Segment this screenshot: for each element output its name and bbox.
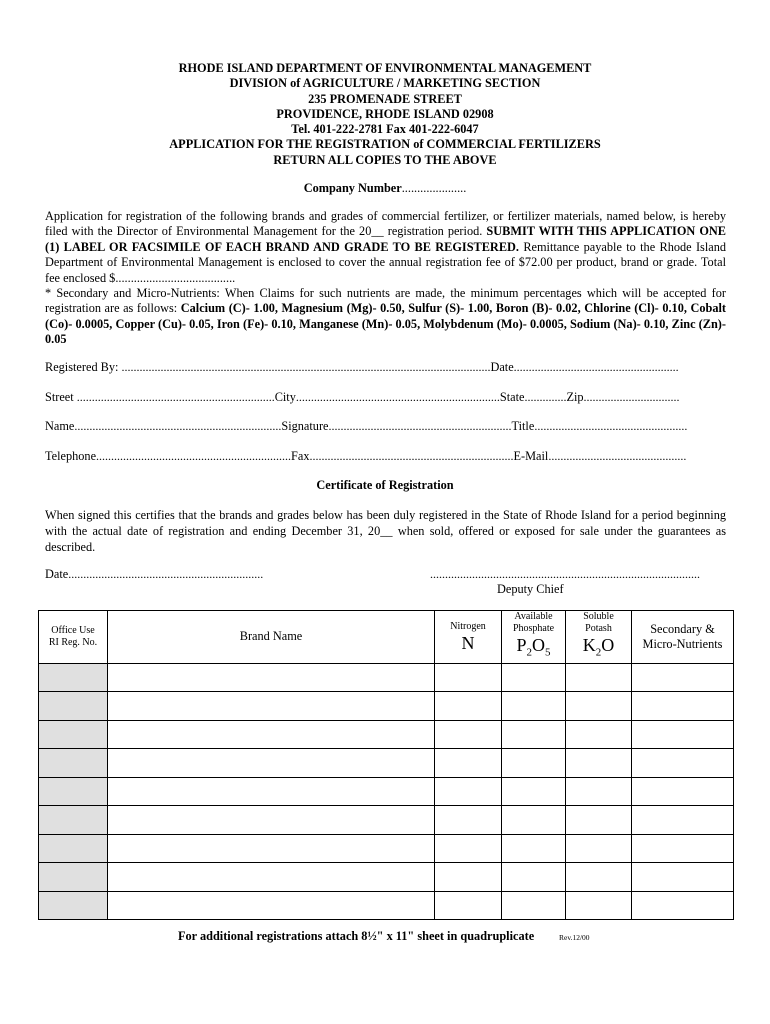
certificate-title: Certificate of Registration [316,478,454,492]
fax-field[interactable]: .................................................................... [309,449,514,463]
header-phone: Tel. 401-222-2781 Fax 401-222-6047 [291,122,479,137]
email-field[interactable]: .............................................. [548,449,687,463]
table-header-row [39,611,734,664]
address-line [45,390,726,405]
city-field[interactable]: .................................................................... [295,390,500,404]
brand-name-cell[interactable] [108,806,435,835]
registered-by-line [45,360,726,375]
nitrogen-symbol: N [461,632,475,653]
office-use-cell [39,834,108,863]
registered-by-label: Registered By: [45,360,119,374]
nitrogen-cell[interactable] [435,891,502,920]
micro-nutrients-cell[interactable] [632,891,734,920]
micro-nutrient-values: Calcium (C)- 1.00, Magnesium (Mg)- 0.50, Sulfur (S)- 1.00, Boron (B)- 0.02, Chlorine (Cl)- 0.10, Cobalt (Co)- 0.0005, Copper (Cu)- 0.05, Iron (Fe)- 0.10, Manganese (Mn)- 0.05, Molybdenum (Mo)- 0.0005, Sodium (Na)- 0.10, Zinc (Zn)- 0.05 [45,301,726,347]
brand-name-cell[interactable] [108,863,435,892]
phosphate-cell[interactable] [502,891,566,920]
state-label: State [499,390,525,404]
potash-cell[interactable] [566,806,632,835]
brand-name-cell[interactable] [108,663,435,692]
brand-name-cell[interactable] [108,891,435,920]
micro-nutrients-cell[interactable] [632,834,734,863]
nitrogen-label: Nitrogen [450,620,486,632]
office-use-label: Office Use [51,624,95,636]
header-return-note: RETURN ALL COPIES TO THE ABOVE [273,152,497,167]
micro-nutrients-cell[interactable] [632,749,734,778]
potash-cell[interactable] [566,692,632,721]
state-field[interactable]: .............. [524,390,567,404]
micro-nutrients-cell[interactable] [632,806,734,835]
table-row [39,720,734,749]
phosphate-cell[interactable] [502,663,566,692]
certificate-text: When signed this certifies that the brands and grades below has been duly registered in the State of Rhode Island for a period beginning with the actual date of registration and ending December 31, 20__ when sold, offered or exposed for sale under the guarantees as described. [45,508,726,554]
deputy-chief-label: Deputy Chief [497,582,564,596]
signature-label: Signature [281,419,329,433]
email-label: E-Mail [513,449,549,463]
micro-nutrients-header [632,611,734,664]
street-field[interactable]: .................................................................. [73,390,275,404]
nitrogen-cell[interactable] [435,834,502,863]
table-row [39,891,734,920]
brand-name-cell[interactable] [108,749,435,778]
potash-cell[interactable] [566,663,632,692]
title-label: Title [511,419,535,433]
name-field[interactable]: ..................................................................... [74,419,282,433]
date-field[interactable]: ....................................................... [513,360,679,374]
footer-note: For additional registrations attach 8½" x 11" sheet in quadruplicate [178,929,535,943]
office-use-cell [39,863,108,892]
micro-nutrient-note: * Secondary and Micro-Nutrients: When Claims for such nutrients are made, the minimum percentages which will be accepted for registration are as follows: [45,286,726,316]
nitrogen-cell[interactable] [435,692,502,721]
micro-nutrients-cell[interactable] [632,692,734,721]
header-department: RHODE ISLAND DEPARTMENT OF ENVIRONMENTAL MANAGEMENT [178,61,592,75]
header-street: 235 PROMENADE STREET [308,91,462,106]
phosphate-header [502,611,566,664]
table-row [39,749,734,778]
table-row [39,692,734,721]
micro-nutrients-cell[interactable] [632,720,734,749]
brand-name-header: Brand Name [108,611,435,664]
office-use-cell [39,806,108,835]
phosphate-cell[interactable] [502,720,566,749]
registration-table [38,610,734,920]
office-use-cell [39,720,108,749]
phosphate-cell[interactable] [502,806,566,835]
secondary-label: Secondary & [650,621,715,636]
nitrogen-cell[interactable] [435,749,502,778]
phosphate-cell[interactable] [502,834,566,863]
zip-label: Zip [566,390,584,404]
potash-label: Potash [585,623,612,634]
header-division: DIVISION of AGRICULTURE / MARKETING SECTION [229,76,541,91]
header-city: PROVIDENCE, RHODE ISLAND 02908 [276,106,494,121]
intro-paragraph [45,209,726,348]
micro-nutrients-cell[interactable] [632,663,734,692]
intro-fee-text: Remittance payable to the Rhode Island Department of Environmental Management is enclosed to cover the annual registration fee of $72.00 per product, brand or grade. Total fee enclosed $....................................... [45,239,726,285]
potash-cell[interactable] [566,863,632,892]
header-form-title: APPLICATION FOR THE REGISTRATION of COMMERCIAL FERTILIZERS [169,137,601,152]
revision-label: Rev.12/00 [559,933,590,942]
office-use-cell [39,692,108,721]
contact-line [45,449,726,464]
table-row [39,863,734,892]
phosphate-label: Phosphate [512,623,555,634]
intro-submit-note: SUBMIT WITH THIS APPLICATION ONE (1) LABEL OR FACSIMILE OF EACH BRAND AND GRADE TO BE REGISTERED. [45,224,727,254]
office-use-cell [39,663,108,692]
potash-header [566,611,632,664]
certificate-date-line [45,567,263,582]
office-use-cell [39,777,108,806]
company-number-dots: ..................... [401,181,467,195]
fax-label: Fax [291,449,310,463]
date-label: Date [490,360,514,374]
nitrogen-cell[interactable] [435,720,502,749]
phosphate-cell[interactable] [502,692,566,721]
brand-name-cell[interactable] [108,834,435,863]
phosphate-cell[interactable] [502,777,566,806]
table-row [39,777,734,806]
potash-cell[interactable] [566,720,632,749]
nitrogen-header [435,611,502,664]
brand-name-cell[interactable] [108,720,435,749]
street-label: Street [45,390,74,404]
potash-cell[interactable] [566,777,632,806]
brand-name-cell[interactable] [108,777,435,806]
potash-cell[interactable] [566,749,632,778]
potash-cell[interactable] [566,891,632,920]
nitrogen-cell[interactable] [435,663,502,692]
registered-by-field[interactable]: ........................................................................................................................... [118,360,491,374]
available-label: Available [514,611,553,622]
table-row [39,663,734,692]
name-line [45,419,726,434]
certificate-date-label: Date [45,567,69,581]
soluble-label: Soluble [583,611,614,622]
table-row [39,806,734,835]
phosphate-formula: $P_2O_5$ [516,635,551,659]
name-label: Name [45,419,75,433]
office-use-cell [39,891,108,920]
micro-nutrients-cell[interactable] [632,863,734,892]
form-header [0,61,770,168]
micro-nutrients-label: Micro-Nutrients [642,636,723,651]
nitrogen-cell[interactable] [435,777,502,806]
table-row [39,834,734,863]
potash-formula: $K_2O$ [582,635,615,659]
telephone-field[interactable]: ................................................................. [96,449,292,463]
telephone-label: Telephone [45,449,97,463]
company-number-label: Company Number [303,181,402,195]
certificate-date-field[interactable]: ................................................................. [68,567,264,581]
company-number-field[interactable] [0,181,770,196]
office-use-header [39,611,108,664]
office-use-cell [39,749,108,778]
signature-field[interactable]: ............................................................. [328,419,512,433]
title-field[interactable]: ................................................... [534,419,688,433]
city-label: City [274,390,296,404]
nitrogen-cell[interactable] [435,806,502,835]
deputy-signature-field[interactable]: .......................................................................................... [430,567,700,581]
intro-text-1: Application for registration of the following brands and grades of commercial fertilizer, or fertilizer materials, named below, is hereby filed with the Director of Environmental Management for the 20__ registration period. [45,209,726,239]
potash-cell[interactable] [566,834,632,863]
phosphate-cell[interactable] [502,749,566,778]
ri-reg-label: RI Reg. No. [48,636,98,648]
phosphate-cell[interactable] [502,863,566,892]
brand-name-cell[interactable] [108,692,435,721]
micro-nutrients-cell[interactable] [632,777,734,806]
zip-field[interactable]: ................................ [583,390,680,404]
nitrogen-cell[interactable] [435,863,502,892]
